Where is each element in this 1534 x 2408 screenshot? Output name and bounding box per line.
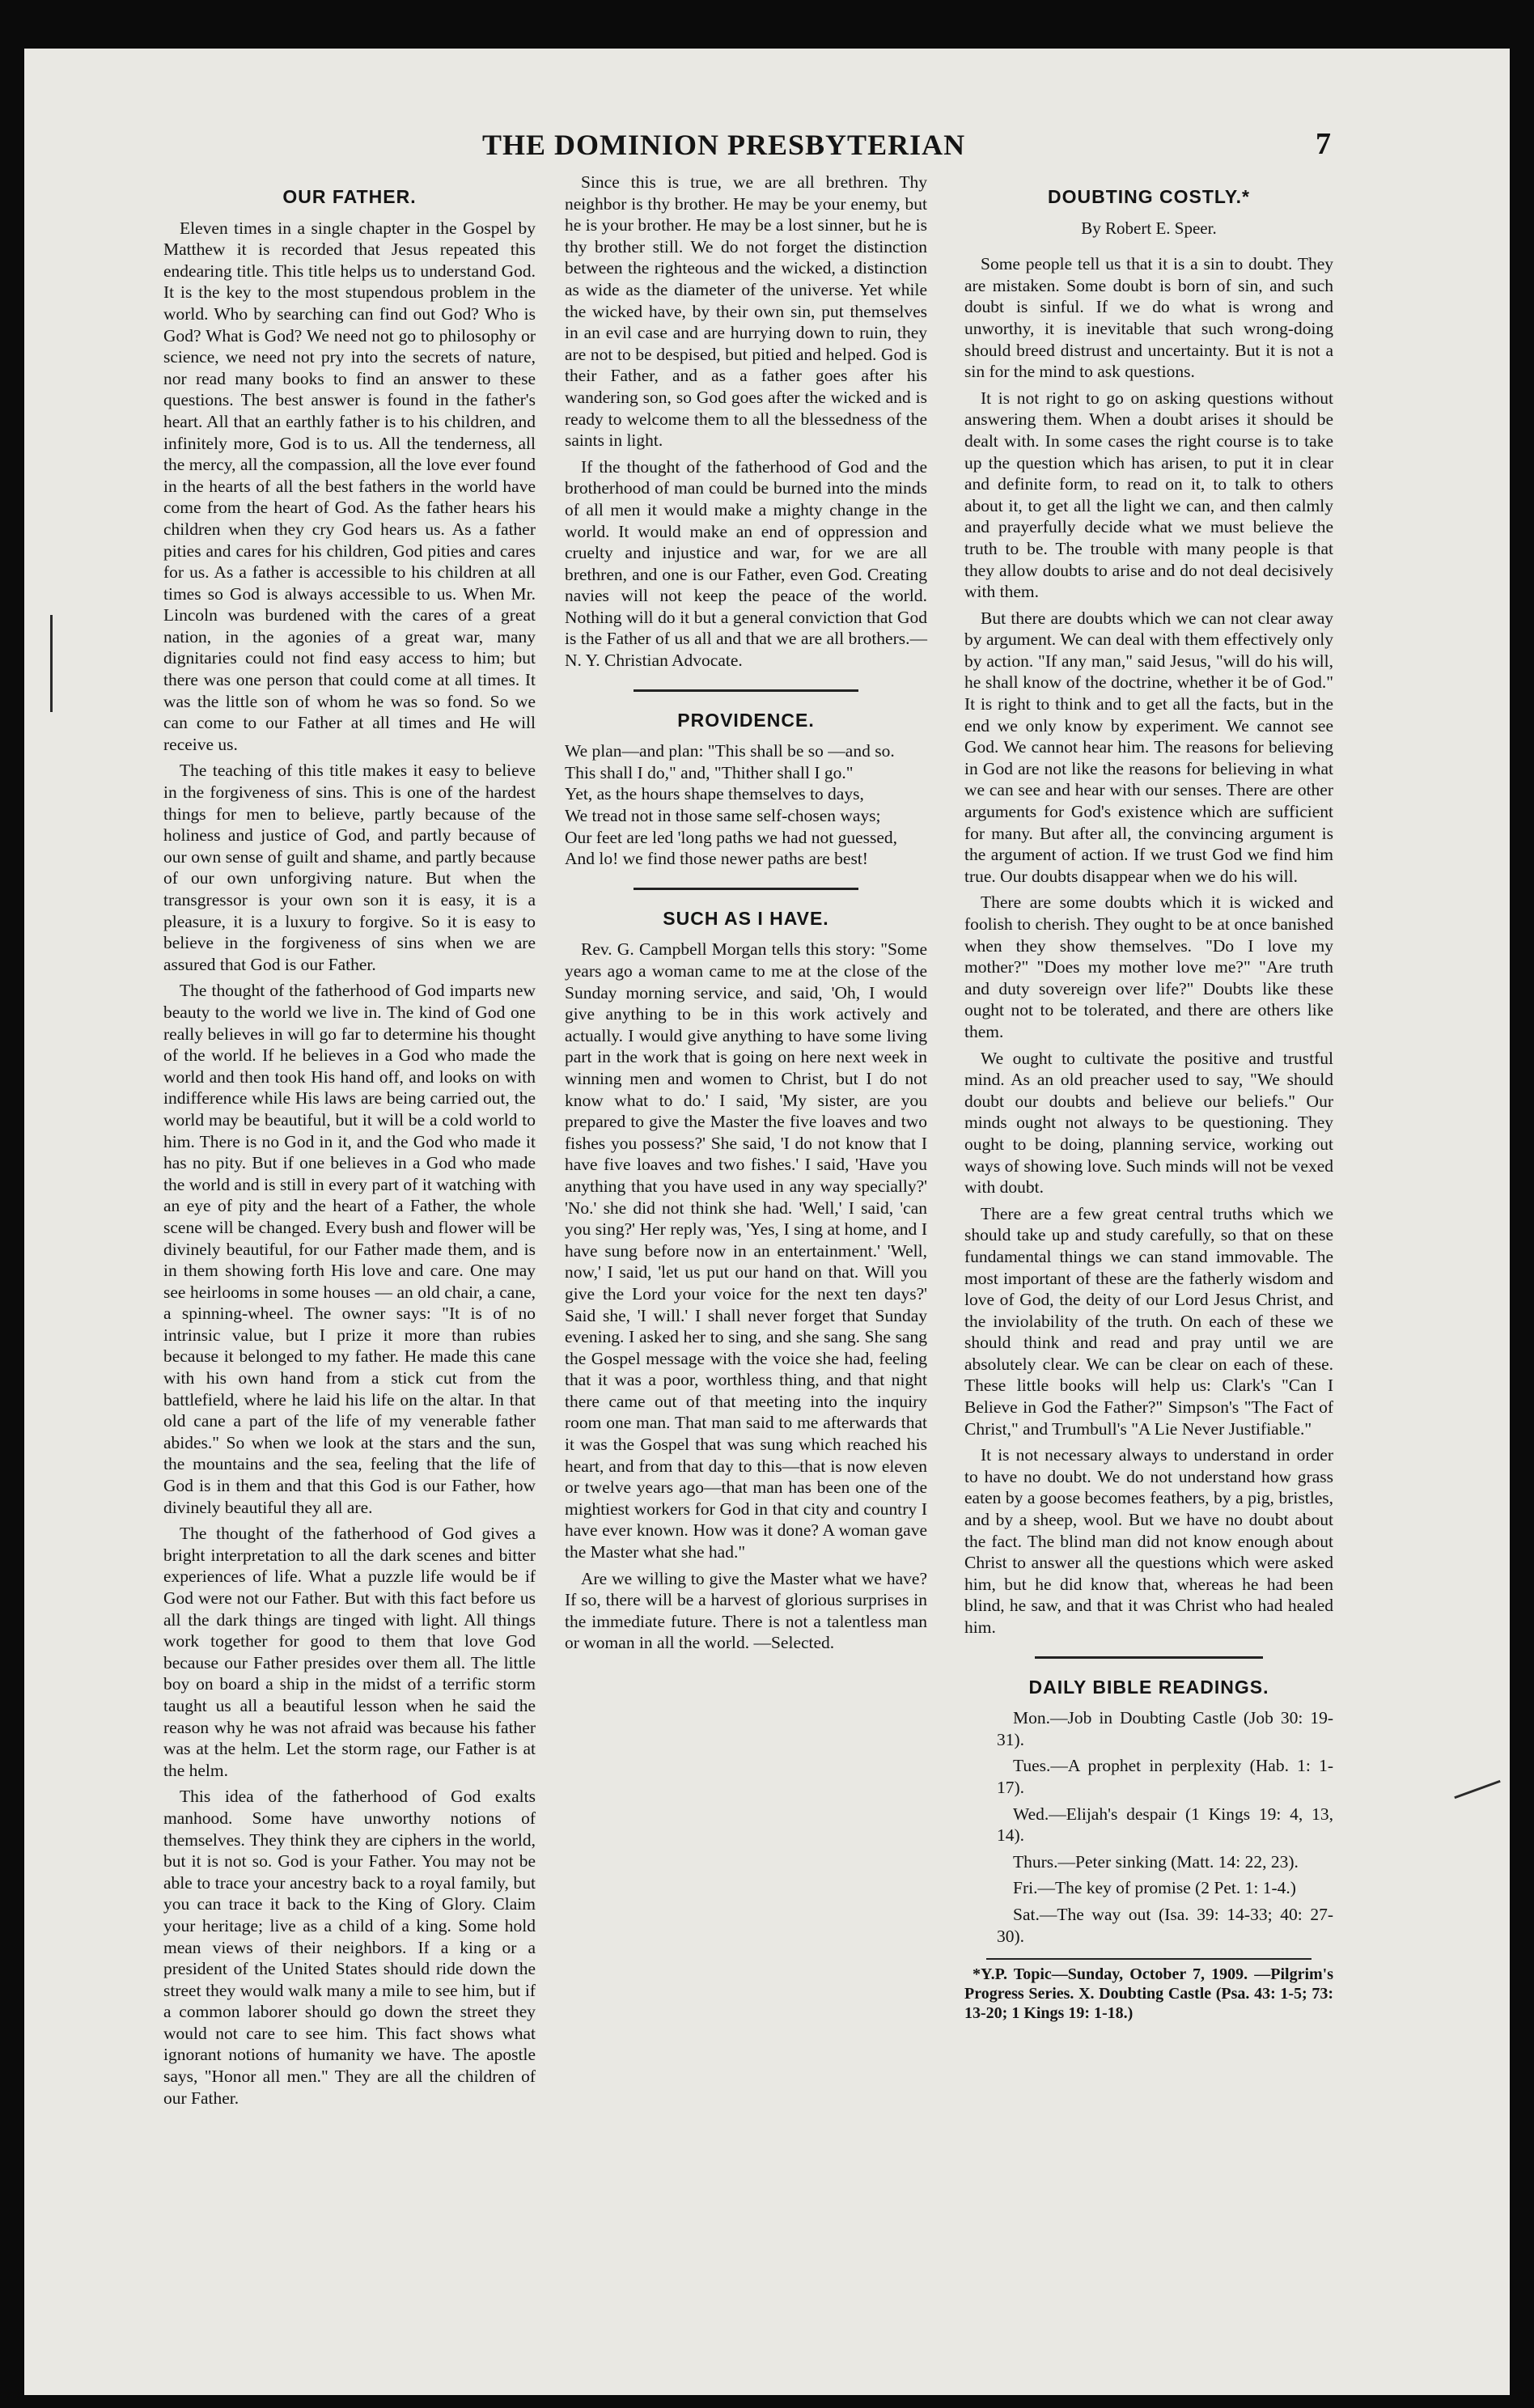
poem-line: And lo! we find those newer paths are best! — [565, 849, 868, 869]
article-paragraph: But there are doubts which we can not clear away by argument. We can deal with them effectively only by action. "If any man," said Jesus, "will do his will, he shall know of the doctrine, whether it be of God." It is right to think and to get all the facts, but in the end we only know by experiment. We cannot see God. We cannot hear him. The reasons for believing in God are not like the reasons for believing in what we can see and hear with our senses. There are other arguments for God's existence which are sufficient for many. But after all, the convincing argument is the argument of action. If we trust God we find him true. Our doubts disappear when we do his will. — [964, 608, 1333, 886]
reading-item: Sat.—The way out (Isa. 39: 14-33; 40: 27-30). — [997, 1904, 1333, 1946]
scan-mark — [1454, 1780, 1500, 1799]
footnote-divider — [986, 1958, 1311, 1960]
article-heading-such-as-i-have: SUCH AS I HAVE. — [663, 907, 829, 929]
article-paragraph: Eleven times in a single chapter in the Gospel by Matthew it is recorded that Jesus repeated this endearing title. This title helps us to understand God. It is the key to the most stupendous problem in the world. Who by searching can find out God? Who is God? What is God? We need not go to philosophy or science, we need not pry into the secrets of nature, nor read many books to find an answer to these questions. The best answer is found in the father's heart. All that an earthly father is to his children, and infinitely more, God is to us. All the tenderness, all the mercy, all the compassion, all the love ever found in the hearts of all the best fathers in the world have come from the heart of God. As the father hears his children when they cry God hears us. As a father pities and cares for his children, God pities and cares for us. As a father is accessible to his children at all times so God is always accessible to us. When Mr. Lincoln was burdened with the cares of a great nation, in the agonies of a great war, many dignitaries could not find easy access to him; but there was one person that could come at all times. It was the little son of whom he was so fond. So we can come to our Father at all times and He will receive us. — [163, 218, 536, 754]
poem-heading-providence: PROVIDENCE. — [677, 709, 815, 731]
article-heading-doubting-costly: DOUBTING COSTLY.* — [1047, 186, 1250, 207]
footnote — [964, 1965, 1333, 2023]
reading-item: Fri.—The key of promise (2 Pet. 1: 1-4.) — [1013, 1878, 1296, 1898]
article-paragraph: This idea of the fatherhood of God exalts manhood. Some have unworthy notions of themselves. They think they are ciphers in the world, but it is not so. God is your Father. You may not be able to trace your ancestry back to a royal family, but you can trace it back to the King of Glory. Claim your heritage; live as a child of a king. Some hold mean views of their neighbors. If a king or a president of the United States should ride down the street they would walk many a mile to see him, but if a common laborer should go down the street they would not care to see him. This fact shows what ignorant notions of humanity we have. The apostle says, "Honor all men." They are all the children of our Father. — [163, 1787, 536, 2108]
poem-line: Our feet are led 'long paths we had not guessed, — [565, 827, 898, 847]
reading-item: Tues.—A prophet in perplexity (Hab. 1: 1-17). — [997, 1756, 1333, 1797]
article-paragraph: If the thought of the fatherhood of God and the brotherhood of man could be burned into the minds of all men it would make a mighty change in the world. It would make an end of oppression and cruelty and injustice and war, for we are all brethren, and one is our Father, even God. Creating navies will not keep the peace of the world. Nothing will do it but a general conviction that God is the Father of us all and that we are all brothers.—N. Y. Christian Advocate. — [565, 456, 927, 671]
column-left — [163, 180, 536, 2113]
column-middle — [565, 172, 927, 1659]
reading-item: Mon.—Job in Doubting Castle (Job 30: 19-31). — [997, 1708, 1333, 1749]
article-paragraph: The thought of the fatherhood of God gives a bright interpretation to all the dark scenes and bitter experiences of life. What a puzzle life would be if God were not our Father. But with this fact before us all the dark things are tinged with light. All things work together for good to them that love God because our Father presides over them all. The little boy on board a ship in the midst of a terrific storm taught us all a beautiful lesson when he said the reason why he was not afraid was because his father was at the helm. Let the storm rage, our Father is at the helm. — [163, 1524, 536, 1780]
article-paragraph: The thought of the fatherhood of God imparts new beauty to the world we live in. The kind of God one really believes in will go far to determine his thought of the world. If he believes in a God who made the world and then took His hand off, and looks on with indifference while His laws are being carried out, the world may be beautiful, but it will be a cold world to him. There is no God in it, and the God who made it has no pity. But if one believes in a God who made the world and is still in every part of it watching with an eye of pity and the heart of a Father, the whole scene will be changed. Every bush and flower will be divinely beautiful, for our Father made them, and is in them showing forth His love and care. One may see heirlooms in some houses — an old chair, a cane, a spinning-wheel. The owner says: "It is of no intrinsic value, but I prize it more than rubies because it belonged to my father. He made this cane with his own hand from a stick cut from the battlefield, where he laid his life on the altar. In that old cane a part of the life of my venerable father abides." So when we look at the stars and the sun, the mountains and the sea, feeling that the life of God is in them and that this God is our Father, how divinely beautiful they all are. — [163, 981, 536, 1517]
poem-line: Yet, as the hours shape themselves to days, — [565, 784, 864, 804]
daily-readings-heading: DAILY BIBLE READINGS. — [1028, 1676, 1269, 1698]
section-divider — [1035, 1656, 1264, 1659]
scan-mark — [50, 615, 53, 712]
poem-line: This shall I do," and, "Thither shall I go." — [565, 762, 854, 782]
article-byline: By Robert E. Speer. — [1081, 218, 1217, 238]
article-paragraph: Are we willing to give the Master what we have? If so, there will be a harvest of glorious surprises in the immediate future. There is not a talentless man or woman in all the world. —Selected. — [565, 1568, 927, 1653]
footnote-text: *Y.P. Topic—Sunday, October 7, 1909. —Pilgrim's Progress Series. X. Doubting Castle (Psa. 43: 1-5; 73: 13-20; 1 Kings 19: 1-18.) — [964, 1965, 1333, 2023]
daily-readings-list — [964, 1707, 1333, 1947]
article-paragraph: It is not right to go on asking questions without answering them. When a doubt arises it should be dealt with. In some cases the right course is to take up the question which has arisen, to put it in clear and definite form, to read on it, to talk to others about it, to get all the light we can, and then calmly and prayerfully decide what we must believe the truth to be. The trouble with many people is that they allow doubts to arise and do not deal decisively with them. — [964, 388, 1333, 602]
article-heading-our-father: OUR FATHER. — [282, 186, 417, 207]
article-paragraph: Since this is true, we are all brethren. Thy neighbor is thy brother. He may be your enemy, but he is your brother. He may be a lost sinner, but he is thy brother still. We do not forget the distinction between the righteous and the wicked, a distinction as wide as the diameter of the universe. Yet while the wicked have, by their own sin, put themselves in an evil case and are hurrying down to ruin, they are not to be despised, but pitied and helped. God is their Father, and as a father goes after his wandering son, so God goes after the wicked and is ready to welcome them to all the blessedness of the saints in light. — [565, 172, 927, 451]
article-paragraph: It is not necessary always to understand in order to have no doubt. We do not understand how grass eaten by a goose becomes feathers, by a pig, bristles, and by a sheep, wool. But we have no doubt about the fact. The blind man did not know enough about Christ to answer all the questions which were asked him, but he did know that, whereas he had been blind, he saw, and that it was Christ who had healed him. — [964, 1445, 1333, 1637]
article-paragraph: The teaching of this title makes it easy to believe in the forgiveness of sins. This is one of the hardest things for men to believe, partly because of the holiness and justice of God, and partly because of our own sense of guilt and shame, and partly because of our own unforgiving nature. But when the transgressor is your own son it is easy, it is a pleasure, it is a luxury to forgive. So it is easy to believe in the forgiveness of sins when we are assured that God is our Father. — [163, 761, 536, 974]
section-divider — [634, 689, 858, 692]
article-paragraph: There are some doubts which it is wicked and foolish to cherish. They ought to be at once banished when they show themselves. "Do I love my mother?" "Does my mother love me?" "Are truth and duty sovereign over life?" Doubts like these ought not to be tolerated, and there are others like them. — [964, 892, 1333, 1041]
page-number: 7 — [1316, 127, 1332, 161]
section-divider — [634, 888, 858, 890]
poem-line: We tread not in those same self-chosen ways; — [565, 806, 881, 826]
article-paragraph: Some people tell us that it is a sin to doubt. They are mistaken. Some doubt is born of sin, and such doubt is sinful. If we do what is wrong and unworthy, it is inevitable that such wrong-doing should breed distrust and uncertainty. But it is not a sin for the mind to ask questions. — [964, 254, 1333, 382]
reading-item: Wed.—Elijah's despair (1 Kings 19: 4, 13, 14). — [997, 1804, 1333, 1846]
reading-item: Thurs.—Peter sinking (Matt. 14: 22, 23). — [1013, 1851, 1299, 1872]
newspaper-page — [24, 49, 1510, 2395]
poem-line: We plan—and plan: "This shall be so —and so. — [565, 741, 895, 761]
article-paragraph: There are a few great central truths which we should take up and study carefully, so that on these fundamental things we can stand immovable. The most important of these are the fatherly wisdom and love of God, the deity of our Lord Jesus Christ, and the inviolability of the truth. On each of these we should think and read and pray until we are absolutely clear. We can be clear on each of these. These little books will help us: Clark's "Can I Believe in God the Father?" Simpson's "The Fact of Christ," and Trumbull's "A Lie Never Justifiable." — [964, 1203, 1333, 1439]
poem-providence — [565, 740, 927, 870]
article-paragraph: We ought to cultivate the positive and trustful mind. As an old preacher used to say, "We should doubt our doubts and believe our beliefs." Our minds ought not always to be questioning. They ought to be doing, planning service, working out ways of showing love. Such minds will not be vexed with doubt. — [964, 1048, 1333, 1198]
column-right — [964, 180, 1333, 2023]
publication-title: THE DOMINION PRESBYTERIAN — [482, 129, 966, 161]
article-paragraph: Rev. G. Campbell Morgan tells this story: "Some years ago a woman came to me at the close of the Sunday morning service, and said, 'Oh, I would give anything to be in this work actively and actually. I would give anything to have some living part in the work that is going on here next week in winning men and women to Christ, but I do not know what to do.' I said, 'My sister, are you prepared to give the Master the five loaves and two fishes you possess?' She said, 'I do not know that I have five loaves and two fishes.' I said, 'Have you anything that you have used in any way specially?' 'No.' she did not think she had. 'Well,' I said, 'can you sing?' Her reply was, 'Yes, I sing at home, and I have sung before now in an entertainment.' 'Well, now,' I said, 'let us put our hand on that. Will you give the Lord your voice for the next ten days?' Said she, 'I will.' I shall never forget that Sunday evening. I asked her to sing, and she sang. She sang the Gospel message with the voice she had, feeling that it was a poor, worthless thing, and that night there came out of that meeting into the inquiry room one man. That man said to me afterwards that it was the Gospel that was sung which reached his heart, and from that day to this—that is now eleven or twelve years ago—that man has been one of the mightiest workers for God in that city and country I have ever known. How was it done? A woman gave the Master what she had." — [565, 939, 927, 1562]
